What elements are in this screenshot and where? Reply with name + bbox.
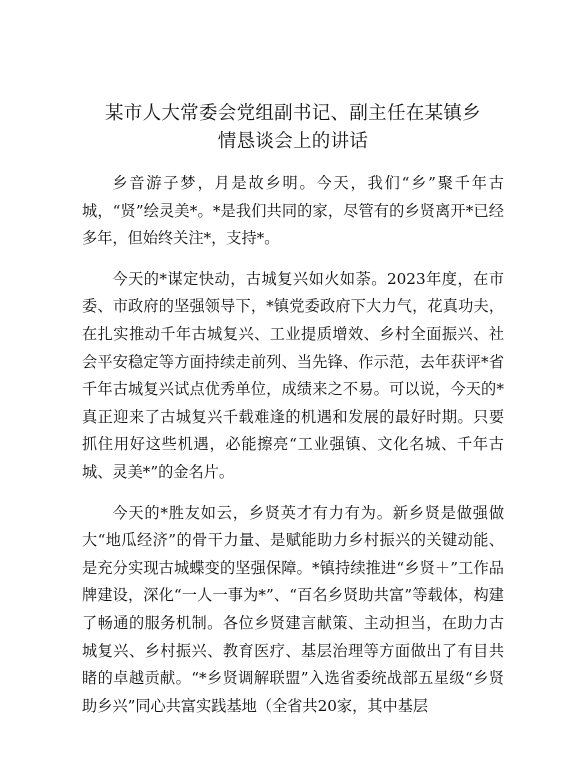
paragraph-1: 乡音游子梦，月是故乡明。今天，我们“乡”聚千年古城，“贤”绘灵美*。*是我们共同的家，尽管有的乡贤离开*已经多年，但始终关注*，支持*。 <box>82 174 504 248</box>
document-title <box>82 100 504 156</box>
title-line-1: 某市人大常委会党组副书记、副主任在某镇乡 <box>104 103 481 124</box>
paragraph-3: 今天的*胜友如云，乡贤英才有力有为。新乡贤是做强做大“地瓜经济”的骨干力量、是赋能助力乡村振兴的关键动能、是充分实现古城蝶变的坚强保障。*镇持续推进“乡贤＋”工作品牌建设，深化“一人一事为*”、“百名乡贤助共富”等载体，构建了畅通的服务机制。各位乡贤建言献策、主动担当，在助力古城复兴、乡村振兴、教育医疗、基层治理等方面做出了有目共睹的卓越贡献。“*乡贤调解联盟”入选省委统战部五星级“乡贤助乡兴”同心共富实践基地（全省共20家，其中基层 <box>82 503 504 715</box>
paragraph-2: 今天的*谋定快动，古城复兴如火如荼。2023年度，在市委、市政府的坚强领导下，*镇党委政府下大力气，花真功夫，在扎实推动千年古城复兴、工业提质增效、乡村全面振兴、社会平安稳定等方面持续走前列、当先锋、作示范，去年获评*省千年古城复兴试点优秀单位，成绩来之不易。可以说，今天的*真正迎来了古城复兴千载难逢的机遇和发展的最好时期。只要抓住用好这些机遇，必能擦亮“工业强镇、文化名城、千年古城、灵美*”的金名片。 <box>82 269 504 481</box>
document-body <box>82 170 504 720</box>
title-line-2: 情恳谈会上的讲话 <box>217 131 369 152</box>
